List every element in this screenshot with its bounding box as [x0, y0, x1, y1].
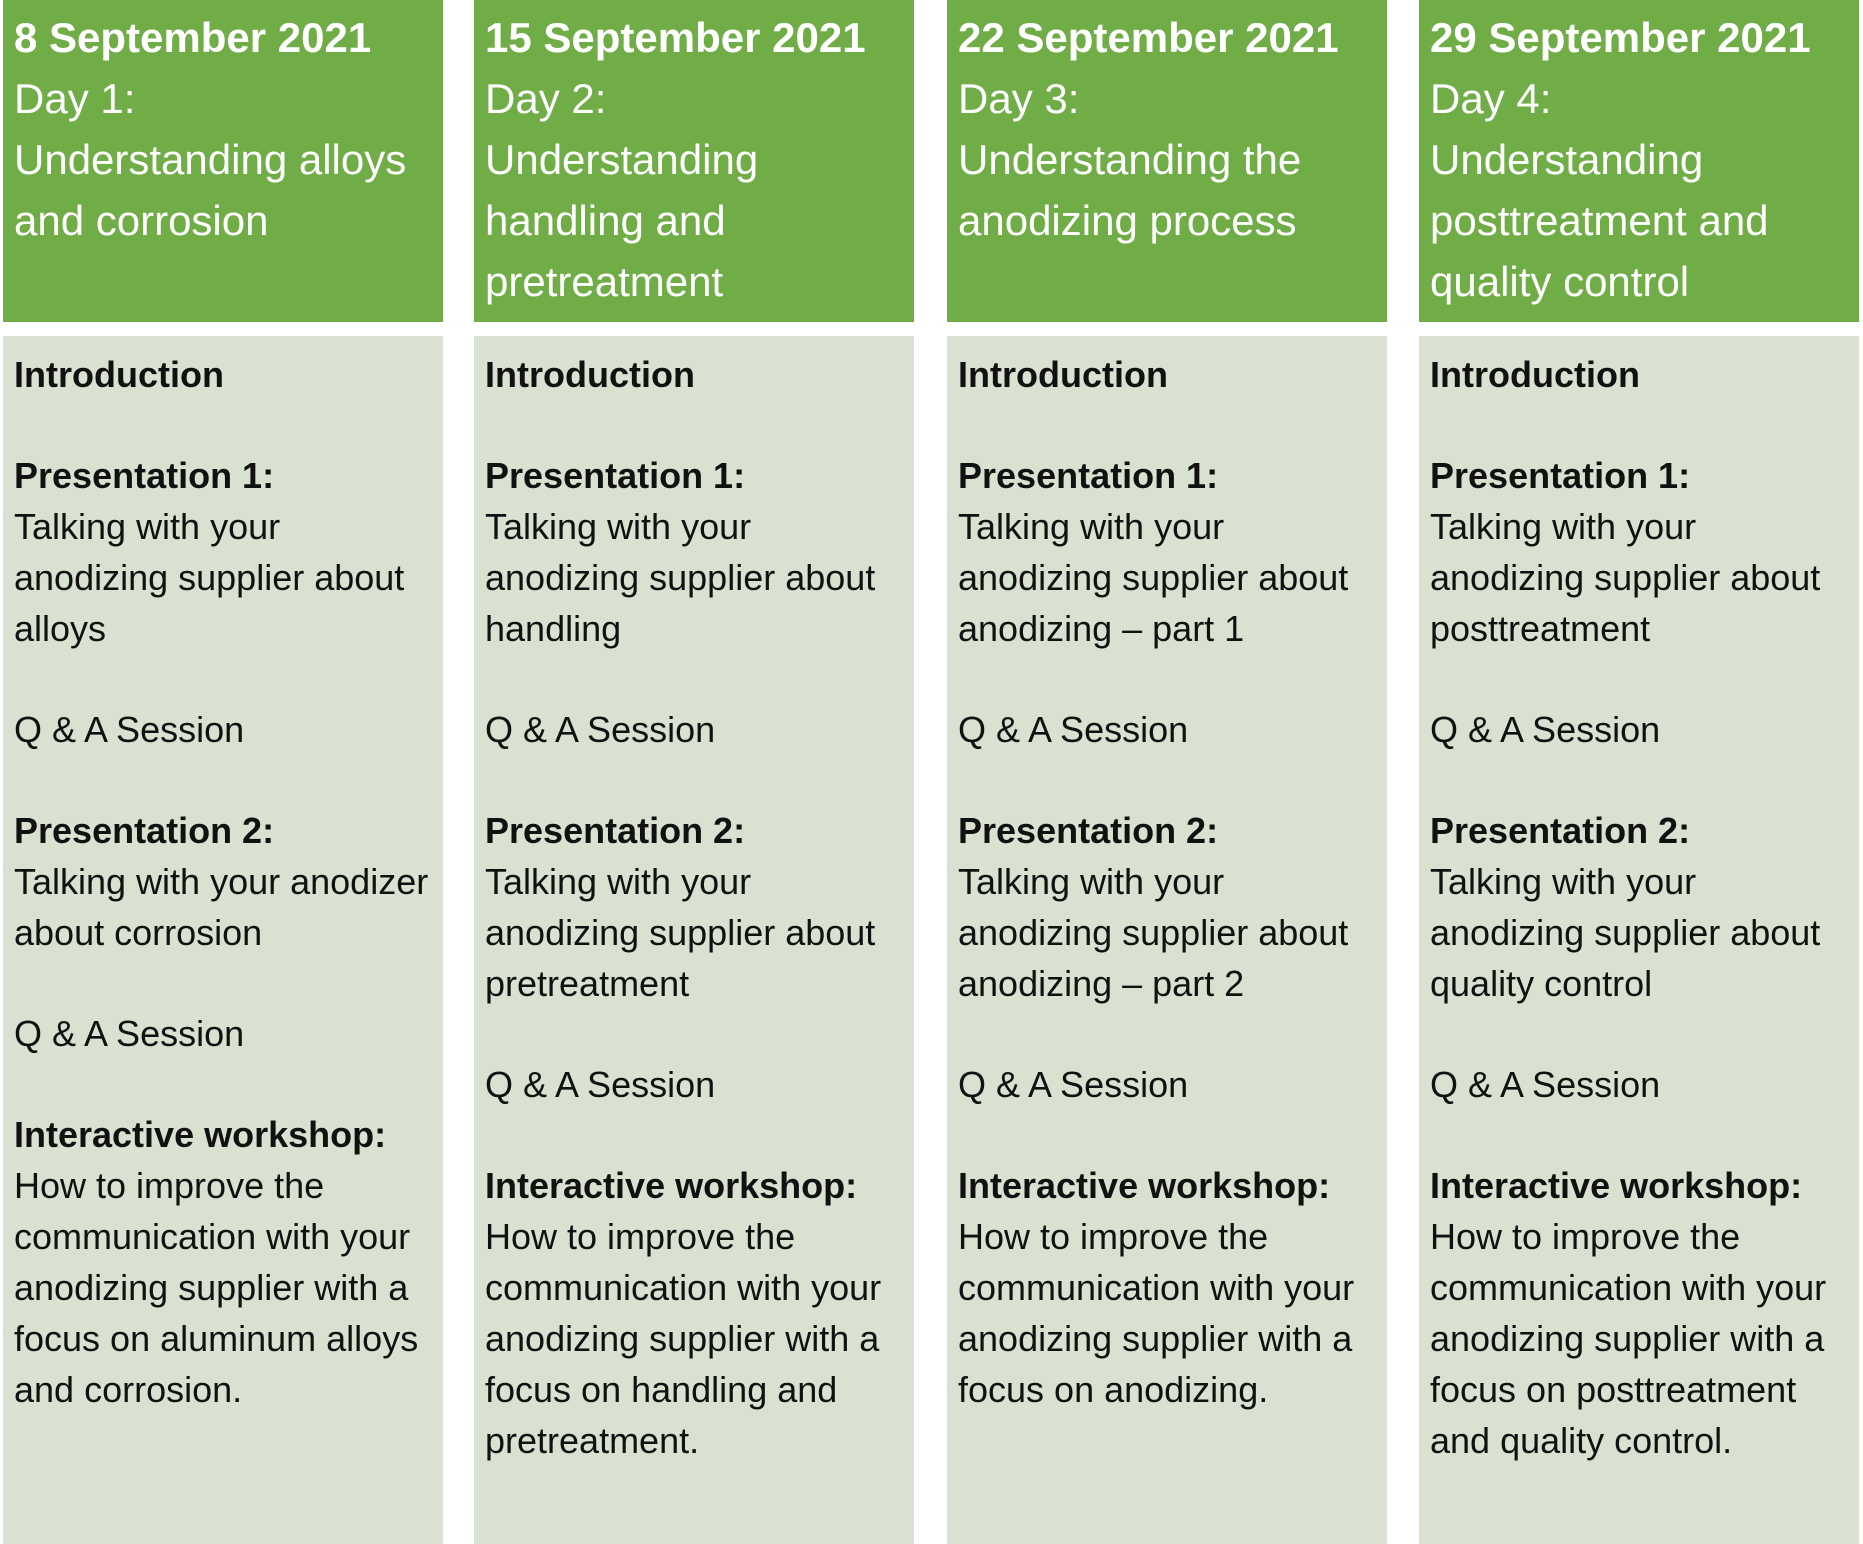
day-agenda — [1419, 336, 1859, 1544]
introduction-label: Introduction — [14, 354, 224, 395]
qa-session-1: Q & A Session — [485, 709, 716, 750]
presentation-2-text: Talking with your anodizing supplier about anodizing – part 2 — [958, 861, 1349, 1004]
workshop-text: How to improve the communication with your anodizing supplier with a focus on handling and pretreatment. — [485, 1216, 882, 1461]
day-date: 22 September 2021 — [958, 14, 1339, 61]
day-subtitle: Understanding the anodizing process — [958, 136, 1302, 244]
qa-session-2: Q & A Session — [14, 1013, 245, 1054]
day-header — [1419, 0, 1859, 322]
workshop-title: Interactive workshop: — [485, 1165, 858, 1206]
workshop-text: How to improve the communication with your anodizing supplier with a focus on posttreatment and quality control. — [1430, 1216, 1827, 1461]
day-number: Day 1: — [14, 75, 136, 122]
qa-session-1: Q & A Session — [1430, 709, 1661, 750]
presentation-2-text: Talking with your anodizing supplier about quality control — [1430, 861, 1821, 1004]
day-column-2 — [474, 0, 914, 1461]
introduction-label: Introduction — [1430, 354, 1640, 395]
presentation-1-text: Talking with your anodizing supplier about alloys — [14, 506, 405, 649]
presentation-1-title: Presentation 1: — [1430, 455, 1691, 496]
introduction-label: Introduction — [958, 354, 1168, 395]
day-agenda — [3, 336, 443, 1544]
workshop-text: How to improve the communication with your anodizing supplier with a focus on aluminum alloys and corrosion. — [14, 1165, 419, 1410]
presentation-2-title: Presentation 2: — [485, 810, 746, 851]
presentation-2-title: Presentation 2: — [1430, 810, 1691, 851]
day-number: Day 3: — [958, 75, 1080, 122]
qa-session-2: Q & A Session — [958, 1064, 1189, 1105]
qa-session-1: Q & A Session — [14, 709, 245, 750]
presentation-1-text: Talking with your anodizing supplier about anodizing – part 1 — [958, 506, 1349, 649]
qa-session-1: Q & A Session — [958, 709, 1189, 750]
day-agenda — [947, 336, 1387, 1544]
day-column-3 — [947, 0, 1387, 1410]
workshop-title: Interactive workshop: — [958, 1165, 1331, 1206]
presentation-2-text: Talking with your anodizing supplier about pretreatment — [485, 861, 876, 1004]
presentation-1-title: Presentation 1: — [958, 455, 1219, 496]
day-agenda — [474, 336, 914, 1544]
day-column-1 — [3, 0, 443, 1410]
presentation-1-title: Presentation 1: — [485, 455, 746, 496]
day-date: 8 September 2021 — [14, 14, 372, 61]
day-date: 29 September 2021 — [1430, 14, 1811, 61]
qa-session-2: Q & A Session — [1430, 1064, 1661, 1105]
day-header — [3, 0, 443, 322]
day-subtitle: Understanding posttreatment and quality control — [1430, 136, 1769, 305]
day-date: 15 September 2021 — [485, 14, 866, 61]
day-column-4 — [1419, 0, 1859, 1461]
day-subtitle: Understanding handling and pretreatment — [485, 136, 759, 305]
workshop-text: How to improve the communication with your anodizing supplier with a focus on anodizing. — [958, 1216, 1355, 1410]
presentation-2-title: Presentation 2: — [14, 810, 275, 851]
presentation-1-title: Presentation 1: — [14, 455, 275, 496]
workshop-title: Interactive workshop: — [14, 1114, 387, 1155]
day-number: Day 2: — [485, 75, 607, 122]
workshop-title: Interactive workshop: — [1430, 1165, 1803, 1206]
presentation-1-text: Talking with your anodizing supplier about handling — [485, 506, 876, 649]
day-header — [947, 0, 1387, 322]
presentation-2-text: Talking with your anodizer about corrosion — [14, 861, 429, 953]
presentation-2-title: Presentation 2: — [958, 810, 1219, 851]
day-subtitle: Understanding alloys and corrosion — [14, 136, 407, 244]
day-header — [474, 0, 914, 322]
introduction-label: Introduction — [485, 354, 695, 395]
qa-session-2: Q & A Session — [485, 1064, 716, 1105]
day-number: Day 4: — [1430, 75, 1552, 122]
presentation-1-text: Talking with your anodizing supplier about posttreatment — [1430, 506, 1821, 649]
